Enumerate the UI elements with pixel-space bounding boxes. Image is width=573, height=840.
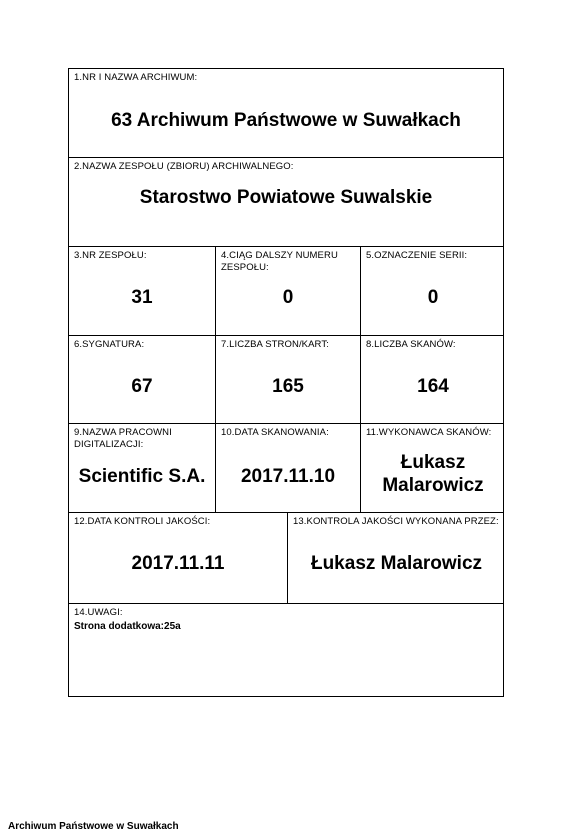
archive-label: 1.NR I NAZWA ARCHIWUM: bbox=[74, 72, 198, 83]
archive-value: 63 Archiwum Państwowe w Suwałkach bbox=[111, 110, 461, 131]
fonds-number-label: 3.NR ZESPOŁU: bbox=[74, 250, 147, 261]
scan-date-cell bbox=[215, 424, 360, 512]
digitization-lab-cell bbox=[69, 424, 215, 512]
fonds-continuation-value: 0 bbox=[282, 287, 294, 308]
qc-by-value: Łukasz Malarowicz bbox=[310, 553, 483, 574]
signature-label: 6.SYGNATURA: bbox=[74, 339, 145, 350]
pages-cell bbox=[215, 336, 360, 423]
fonds-name-row bbox=[69, 158, 503, 247]
archive-row bbox=[69, 69, 503, 158]
fonds-number-cell bbox=[69, 247, 215, 335]
scan-date-label: 10.DATA SKANOWANIA: bbox=[221, 427, 329, 438]
scans-value: 164 bbox=[417, 376, 449, 397]
fonds-number-value: 31 bbox=[131, 287, 153, 308]
counts-row bbox=[69, 336, 503, 424]
signature-value: 67 bbox=[131, 376, 153, 397]
scan-operator-cell bbox=[360, 424, 505, 512]
qc-by-cell bbox=[287, 513, 505, 603]
fonds-continuation-cell bbox=[215, 247, 360, 335]
metadata-card bbox=[68, 68, 504, 697]
fonds-name-label: 2.NAZWA ZESPOŁU (ZBIORU) ARCHIWALNEGO: bbox=[74, 161, 294, 172]
remarks-row bbox=[69, 604, 503, 698]
qc-by-label: 13.KONTROLA JAKOŚCI WYKONANA PRZEZ: bbox=[293, 516, 499, 527]
footer-archive-name: Archiwum Państwowe w Suwałkach bbox=[8, 821, 179, 832]
qc-date-value: 2017.11.11 bbox=[131, 553, 225, 574]
scan-date-value: 2017.11.10 bbox=[240, 466, 336, 487]
series-value: 0 bbox=[427, 287, 439, 308]
fonds-name-value: Starostwo Powiatowe Suwalskie bbox=[139, 187, 433, 208]
series-label: 5.OZNACZENIE SERII: bbox=[366, 250, 468, 261]
remarks-value: Strona dodatkowa:25a bbox=[74, 621, 181, 632]
scan-operator-value-line1: Łukasz bbox=[400, 452, 466, 473]
digitization-row bbox=[69, 424, 503, 513]
series-cell bbox=[360, 247, 505, 335]
scan-operator-value-line2: Malarowicz bbox=[382, 475, 484, 496]
scans-cell bbox=[360, 336, 505, 423]
scans-label: 8.LICZBA SKANÓW: bbox=[366, 339, 456, 350]
qc-date-label: 12.DATA KONTROLI JAKOŚCI: bbox=[74, 516, 211, 527]
numbers-row bbox=[69, 247, 503, 336]
remarks-label: 14.UWAGI: bbox=[74, 607, 123, 618]
fonds-continuation-label: 4.CIĄG DALSZY NUMERU ZESPOŁU: bbox=[221, 250, 338, 273]
signature-cell bbox=[69, 336, 215, 423]
quality-control-row bbox=[69, 513, 503, 604]
pages-value: 165 bbox=[272, 376, 304, 397]
pages-label: 7.LICZBA STRON/KART: bbox=[221, 339, 329, 350]
digitization-lab-label: 9.NAZWA PRACOWNI DIGITALIZACJI: bbox=[74, 427, 172, 450]
digitization-lab-value: Scientific S.A. bbox=[78, 466, 206, 487]
scan-operator-label: 11.WYKONAWCA SKANÓW: bbox=[366, 427, 492, 438]
qc-date-cell bbox=[69, 513, 287, 603]
